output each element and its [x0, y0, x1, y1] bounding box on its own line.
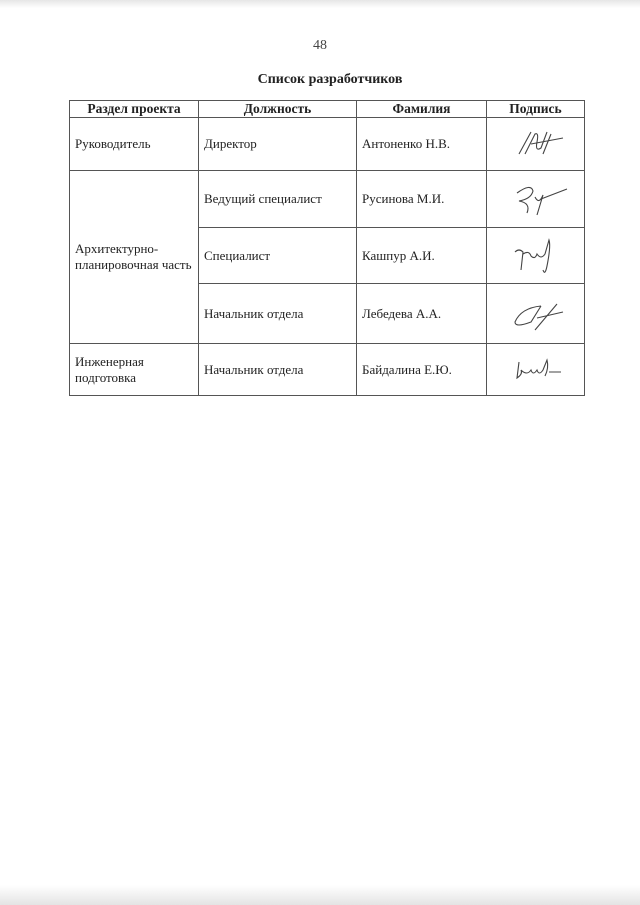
signature-cell	[487, 118, 585, 171]
table-row	[70, 118, 585, 171]
developers-table	[69, 100, 585, 396]
name-cell: Байдалина Е.Ю.	[357, 344, 487, 396]
position-cell: Директор	[199, 118, 357, 171]
name-cell: Лебедева А.А.	[357, 284, 487, 344]
scan-edge-top	[0, 0, 640, 8]
header-signature: Подпись	[487, 101, 585, 118]
signature-cell	[487, 284, 585, 344]
table-row	[70, 171, 585, 228]
signature-image	[501, 350, 571, 390]
signature-cell	[487, 344, 585, 396]
scan-edge-bottom	[0, 885, 640, 905]
document-title: Список разработчиков	[257, 72, 403, 87]
header-position: Должность	[199, 101, 357, 118]
name-cell: Антоненко Н.В.	[357, 118, 487, 171]
signature-cell	[487, 228, 585, 284]
signature-cell	[487, 171, 585, 228]
signature-image	[501, 236, 571, 276]
name-cell: Русинова М.И.	[357, 171, 487, 228]
header-name: Фамилия	[357, 101, 487, 118]
table-row	[70, 344, 585, 396]
position-cell: Ведущий специалист	[199, 171, 357, 228]
header-section: Раздел проекта	[70, 101, 199, 118]
position-cell: Начальник отдела	[199, 344, 357, 396]
signature-image	[501, 294, 571, 334]
section-cell: Руководитель	[70, 118, 199, 171]
name-cell: Кашпур А.И.	[357, 228, 487, 284]
page-number: 48	[313, 38, 327, 53]
signature-image	[501, 179, 571, 219]
section-cell: Архитектурно-планировочная часть	[70, 171, 199, 344]
position-cell: Специалист	[199, 228, 357, 284]
signature-image	[501, 124, 571, 164]
section-cell: Инженерная подготовка	[70, 344, 199, 396]
table-header-row	[70, 101, 585, 118]
position-cell: Начальник отдела	[199, 284, 357, 344]
